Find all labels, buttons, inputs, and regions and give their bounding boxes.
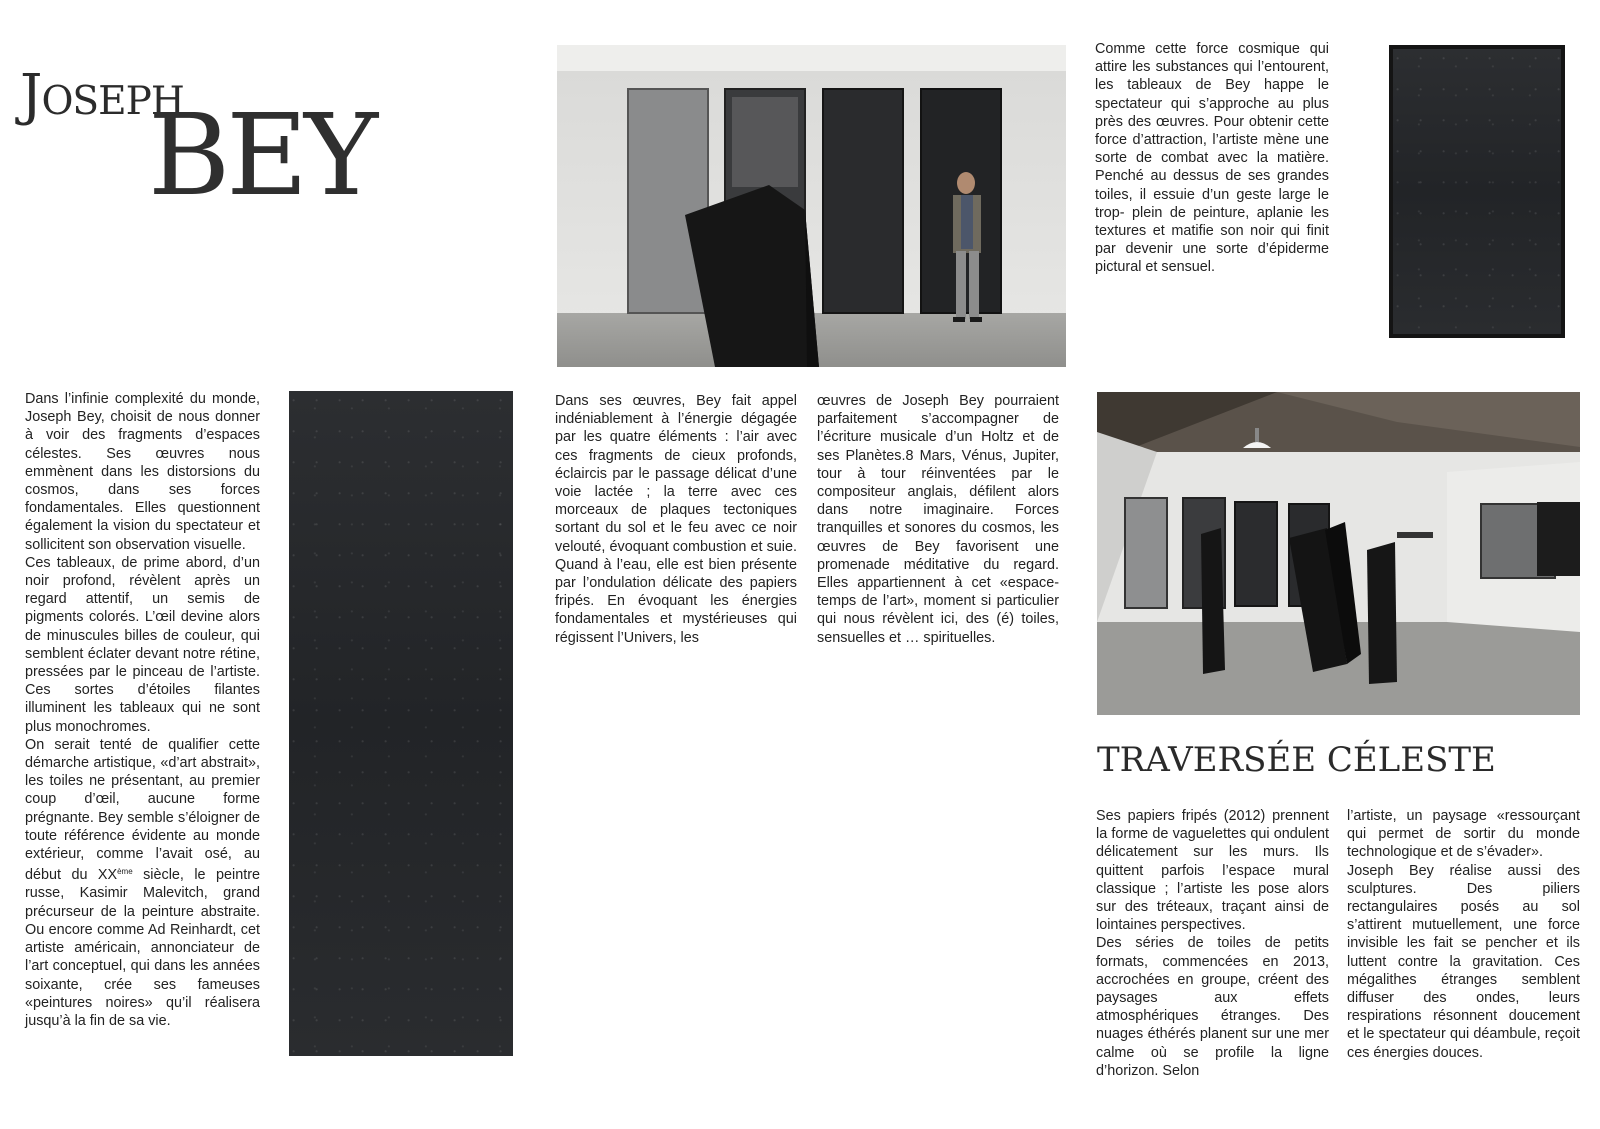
middle-text-column-1 <box>555 392 797 647</box>
paragraph: Ses papiers fripés (2012) prennent la forme de vaguelettes qui ondulent délicatement sur les murs. Ils quittent parfois l’espace mural classique ; l’artiste les pose alors sur des tréteaux, traçant ainsi de lointaines perspectives. <box>1096 808 1329 934</box>
left-text-column <box>25 390 260 1030</box>
paragraph: Comme cette force cosmique qui attire les substances qui l’entourent, les tableaux de Bey happe le spectateur qui s’approche au plus près des œuvres. Pour obtenir cette force d’attraction, l’artiste mène une sorte de combat avec la matière. Penché au dessus de ses grandes toiles, il essuie d’un geste large le trop- plein de peinture, aplanie les textures et matifie son noir qui finit par devenir une sorte d’épiderme pictural et sensuel. <box>1095 41 1329 276</box>
bottom-right-text-column-1 <box>1096 807 1329 1080</box>
paragraph: Ces tableaux, de prime abord, d’un noir profond, révèlent après un regard attentif, un semis de pigments colorés. L’œil devine alors de minuscules billes de couleur, qui semblent éclater devant notre rétine, pressées par le pinceau de l’artiste. Ces sortes d’étoiles filantes illuminent les tableaux qui ne sont plus monochromes. <box>25 554 260 735</box>
paragraph: Dans ses œuvres, Bey fait appel indéniablement à l’énergie dégagée par les quatre éléments : l’air avec ces fragments de cieux profonds, éclaircis par le passage délicat d’une voie lactée ; la terre avec ces morceaux de plaques tectoniques sortant du sol et le feu avec ce noir velouté, évoquant combustion et suie. Quand à l’eau, elle est bien présente par l’ondulation délicate des papiers fripés. En évoquant les énergies fondamentales et mystérieuses qui régissent l’Univers, les <box>555 393 797 646</box>
section-title: TRAVERSÉE CÉLESTE <box>1097 740 1496 780</box>
paragraph: Dans l’infinie complexité du monde, Joseph Bey, choisit de nous donner à voir des fragments d’espaces célestes. Ses œuvres nous emmènent dans les distorsions du cosmos, dans ses forces fondamentales. Elles questionnent également la vision du spectateur et sollicitent son observation visuelle. <box>25 391 260 553</box>
top-right-text-column <box>1095 40 1329 277</box>
paragraph: Des séries de toiles de petits formats, commencées en 2013, accrochées en groupe, créent des paysages aux effets atmosphériques étranges. Des nuages éthérés planent sur une mer calme où se profile la ligne d’horizon. Selon <box>1096 935 1329 1079</box>
gallery-installation-photo-image <box>1097 392 1580 715</box>
artist-last-name: BEY <box>148 91 374 221</box>
tall-black-painting <box>289 391 513 1056</box>
artist-gallery-photo-image <box>557 45 1066 367</box>
paragraph: l’artiste, un paysage «ressourçant qui permet de sortir du monde technologique et de s’évader». <box>1347 808 1580 861</box>
paragraph: Joseph Bey réalise aussi des sculptures. Des piliers rectangulaires posés au sol s’attirent mutuellement, une force invisible les fait se pencher et ils luttent contre la gravitation. Ces mégalithes étranges semblent diffuser des ondes, leurs respirations résonnent doucement et le spectateur qui déambule, reçoit ces énergies douces. <box>1347 862 1580 1061</box>
paragraph-text: On serait tenté de qualifier cette démarche artistique, «d’art abstrait», les toiles ne présentant, au premier coup d’œil, aucune forme prégnante. Bey semble s’éloigner de toute référence évidente au monde extérieur, comme l’avait osé, au début du XX <box>25 736 260 884</box>
paragraph: œuvres de Joseph Bey pourraient parfaitement s’accompagner de l’écriture musicale d’un Holtz et de ses Planètes.8 Mars, Vénus, Jupiter, tour à tour réinventées par le compositeur anglais, défilent alors dans notre imaginaire. Forces tranquilles et sonores du cosmos, les œuvres de Bey favorisent une promenade méditative du regard. Elles appartiennent à cet «espace-temps de l’art», moment si particulier qui nous révèlent ici, des (é) toiles, sensuelles et … spirituelles. <box>817 393 1059 646</box>
superscript: ème <box>117 867 133 877</box>
artist-gallery-photo <box>557 45 1066 367</box>
paragraph <box>25 736 260 1030</box>
bottom-right-text-column-2 <box>1347 807 1580 1062</box>
framed-black-painting <box>1389 45 1565 338</box>
gallery-installation-photo <box>1097 392 1580 715</box>
middle-text-column-2 <box>817 392 1059 647</box>
paragraph-text: siècle, le peintre russe, Kasimir Malevitch, grand précurseur de la peinture abstraite. Ou encore comme Ad Reinhardt, cet artiste américain, annonciateur de l’art conceptuel, qui dans les années soixante, crée ses fameuses «peintures noires» qu’il réalisera jusqu’à la fin de sa vie. <box>25 867 260 1029</box>
artist-first-name: Joseph <box>20 63 184 128</box>
